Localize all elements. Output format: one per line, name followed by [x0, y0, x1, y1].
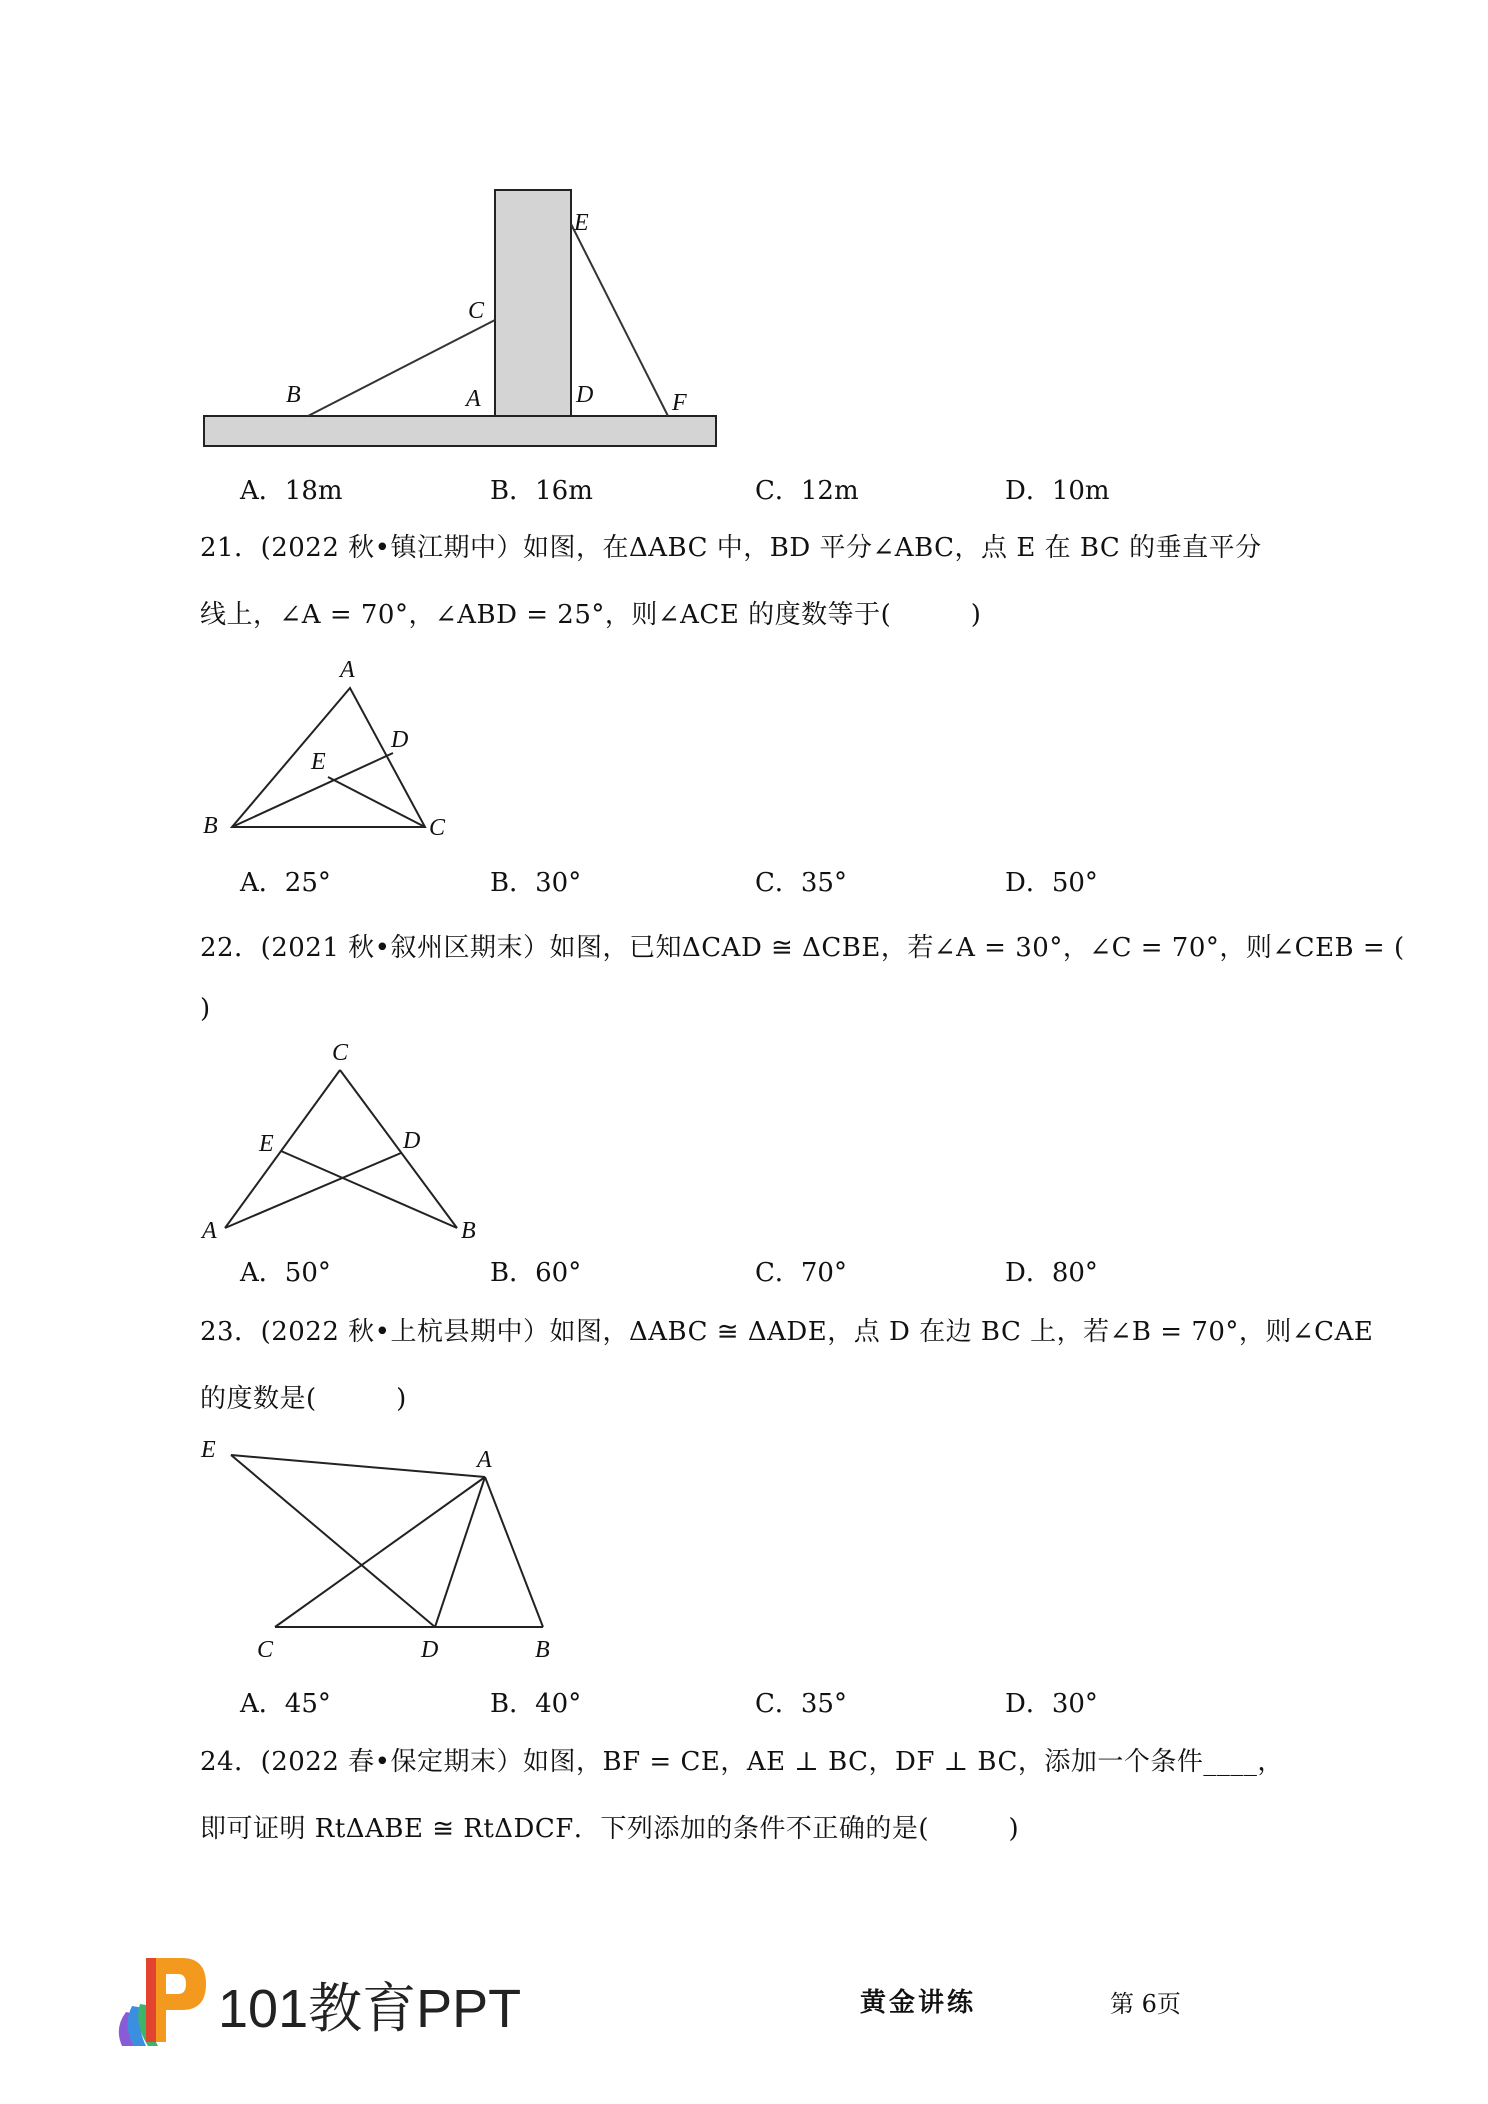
- q21-option-b[interactable]: B．30°: [490, 868, 582, 898]
- label-a: A: [202, 1218, 217, 1244]
- label-a: A: [466, 386, 481, 412]
- label-c: C: [468, 298, 485, 324]
- q23-option-c[interactable]: C．35°: [755, 1689, 847, 1719]
- label-e: E: [259, 1131, 274, 1157]
- q21-text-line1: 21．(2022 秋•镇江期中）如图，在ΔABC 中，BD 平分∠ABC，点 E 在 BC 的垂直平分: [200, 533, 1262, 563]
- label-a: A: [340, 657, 355, 683]
- q23-text-line2: 的度数是( ): [200, 1384, 407, 1414]
- q21-option-a[interactable]: A．25°: [240, 868, 331, 898]
- q24-text-line2: 即可证明 RtΔABE ≅ RtΔDCF．下列添加的条件不正确的是( ): [200, 1814, 1020, 1844]
- label-b: B: [535, 1637, 550, 1663]
- segment-ac: [275, 1477, 485, 1627]
- segment-ed: [231, 1455, 435, 1627]
- triangle-abc: [232, 688, 425, 827]
- label-c: C: [332, 1040, 349, 1066]
- segment-ab: [485, 1477, 543, 1627]
- label-d: D: [391, 727, 409, 753]
- wall: [495, 190, 571, 416]
- q23-figure: [195, 1435, 565, 1665]
- q21-option-d[interactable]: D．50°: [1005, 868, 1098, 898]
- q20-figure: [190, 180, 750, 460]
- label-d: D: [576, 382, 594, 408]
- footer-page-number: 第 6页: [1110, 1990, 1181, 2018]
- q23-option-a[interactable]: A．45°: [240, 1689, 331, 1719]
- q22-text-line1: 22．(2021 秋•叙州区期末）如图，已知ΔCAD ≅ ΔCBE，若∠A = 30°，∠C = 70°，则∠CEB = (: [200, 933, 1405, 963]
- label-e: E: [311, 749, 326, 775]
- label-f: F: [672, 390, 687, 416]
- q22-option-c[interactable]: C．70°: [755, 1258, 847, 1288]
- segment-cb: [340, 1070, 457, 1228]
- label-e: E: [201, 1437, 216, 1463]
- q22-option-d[interactable]: D．80°: [1005, 1258, 1098, 1288]
- label-e: E: [574, 210, 589, 236]
- q21-figure: [195, 655, 465, 850]
- q22-option-b[interactable]: B．60°: [490, 1258, 582, 1288]
- label-a: A: [477, 1447, 492, 1473]
- segment-eb: [281, 1151, 457, 1228]
- label-b: B: [286, 382, 301, 408]
- label-b: B: [461, 1218, 476, 1244]
- label-c: C: [257, 1637, 274, 1663]
- q20-option-a[interactable]: A．18m: [240, 476, 343, 506]
- label-c: C: [429, 815, 446, 841]
- q23-option-d[interactable]: D．30°: [1005, 1689, 1098, 1719]
- label-b: B: [203, 813, 218, 839]
- q21-option-c[interactable]: C．35°: [755, 868, 847, 898]
- segment-ad: [435, 1477, 485, 1627]
- logo-p-icon: [112, 1950, 208, 2050]
- q20-option-c[interactable]: C．12m: [755, 476, 859, 506]
- q23-option-b[interactable]: B．40°: [490, 1689, 582, 1719]
- label-d: D: [403, 1128, 421, 1154]
- q22-text-line2: ): [200, 994, 211, 1024]
- footer-section-title: 黄金讲练: [860, 1988, 977, 2018]
- q23-text-line1: 23．(2022 秋•上杭县期中）如图，ΔABC ≅ ΔADE，点 D 在边 BC 上，若∠B = 70°，则∠CAE: [200, 1317, 1374, 1347]
- q20-option-b[interactable]: B．16m: [490, 476, 593, 506]
- q22-figure: [195, 1040, 495, 1245]
- q21-text-line2: 线上，∠A = 70°，∠ABD = 25°，则∠ACE 的度数等于( ): [200, 600, 982, 630]
- q22-option-a[interactable]: A．50°: [240, 1258, 331, 1288]
- segment-ea: [231, 1455, 485, 1477]
- q20-option-d[interactable]: D．10m: [1005, 476, 1110, 506]
- logo-text: 101教育PPT: [218, 1979, 522, 2039]
- ground: [204, 416, 716, 446]
- q24-text-line1: 24．(2022 春•保定期末）如图，BF = CE，AE ⊥ BC，DF ⊥ BC，添加一个条件____，: [200, 1747, 1284, 1777]
- label-d: D: [421, 1637, 439, 1663]
